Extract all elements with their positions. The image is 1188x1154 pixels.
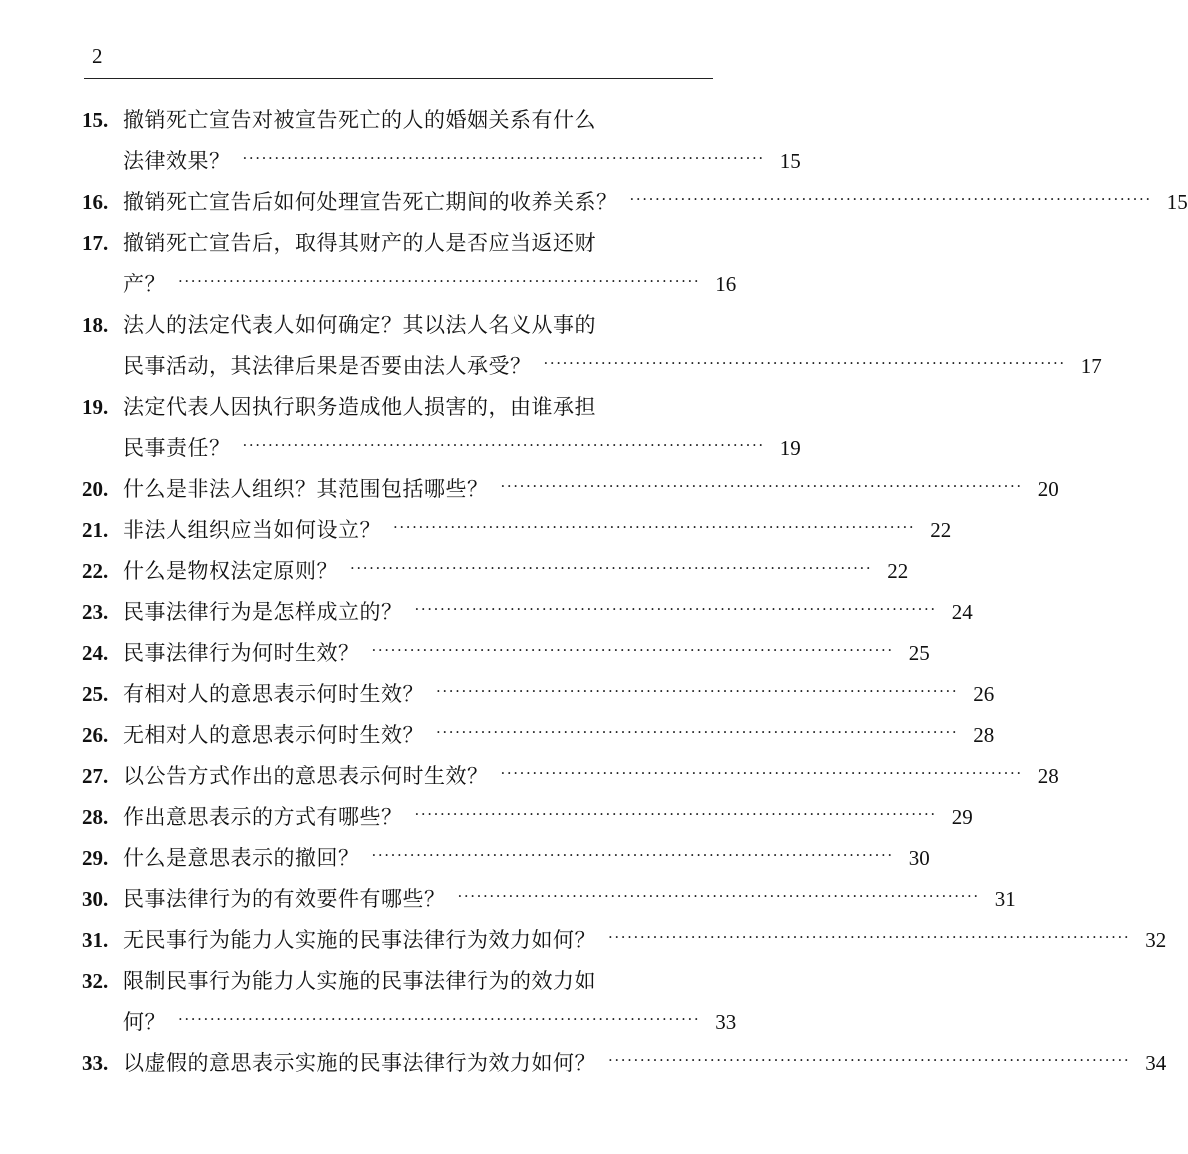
entry-page-number[interactable]: 22 [887,559,909,583]
entry-page-number[interactable]: 26 [973,682,995,706]
toc-entry[interactable] [82,1043,1167,1084]
toc-entry-line [82,797,973,838]
entry-title-continuation[interactable]: 法律效果？ [123,149,231,173]
entry-page-number[interactable]: 24 [951,600,973,624]
entry-number: 32. [82,969,109,993]
entry-number: 21. [82,518,109,542]
toc-entry-line [82,305,714,346]
toc-entry-line [82,510,952,551]
toc-entry[interactable] [82,961,737,1043]
entry-number: 18. [82,313,109,337]
toc-entry[interactable] [82,920,1167,961]
toc-entry-line [82,920,1167,961]
entry-title-continuation[interactable]: 产？ [123,272,166,296]
toc-entry[interactable] [82,305,1102,387]
toc-entry-continuation-line [82,141,801,182]
entry-title[interactable]: 民事法律行为何时生效？ [123,641,360,665]
entry-page-number[interactable]: 20 [1037,477,1059,501]
entry-number: 20. [82,477,109,501]
entry-title[interactable]: 民事法律行为是怎样成立的？ [123,600,403,624]
toc-entry-continuation-line [82,1002,737,1043]
dot-leader: ·················································································· [457,887,980,905]
entry-number: 16. [82,190,109,214]
dot-leader: ·················································································· [436,682,959,700]
toc-entry-continuation-line [82,428,801,469]
entry-title-continuation[interactable]: 民事责任？ [123,436,231,460]
toc-entry-continuation-line [82,264,737,305]
entry-title[interactable]: 限制民事行为能力人实施的民事法律行为的效力如 [123,969,596,993]
dot-leader: ·················································································· [500,764,1023,782]
toc-entry-line [82,592,973,633]
toc-entry-line [82,182,1188,223]
dot-leader: ·················································································· [414,600,937,618]
entry-title[interactable]: 民事法律行为的有效要件有哪些？ [123,887,446,911]
toc-entry-line [82,633,930,674]
dot-leader: ·················································································· [350,559,873,577]
toc-entry[interactable] [82,797,973,838]
toc-entry[interactable] [82,633,930,674]
entry-page-number[interactable]: 30 [908,846,930,870]
entry-number: 28. [82,805,109,829]
dot-leader: ·················································································· [242,436,765,454]
dot-leader: ·················································································· [608,928,1131,946]
toc-entry[interactable] [82,715,995,756]
entry-page-number[interactable]: 28 [973,723,995,747]
dot-leader: ·················································································· [393,518,916,536]
toc-entry-continuation-line [82,346,1102,387]
toc-entry[interactable] [82,469,1059,510]
entry-number: 26. [82,723,109,747]
entry-number: 19. [82,395,109,419]
entry-title[interactable]: 非法人组织应当如何设立？ [123,518,381,542]
toc-entry-line [82,551,909,592]
entry-number: 31. [82,928,109,952]
entry-number: 27. [82,764,109,788]
toc-entry[interactable] [82,674,995,715]
entry-number: 33. [82,1051,109,1075]
entry-page-number[interactable]: 17 [1080,354,1102,378]
toc-entry[interactable] [82,510,952,551]
toc-entry-line [82,879,1016,920]
entry-page-number[interactable]: 16 [715,272,737,296]
entry-page-number[interactable]: 28 [1037,764,1059,788]
entry-page-number[interactable]: 19 [779,436,801,460]
entry-number: 23. [82,600,109,624]
toc-entry-line [82,961,714,1002]
entry-number: 22. [82,559,109,583]
entry-title[interactable]: 什么是意思表示的撤回？ [123,846,360,870]
toc-entry-line [82,1043,1167,1084]
entry-title[interactable]: 法人的法定代表人如何确定？其以法人名义从事的 [123,313,596,337]
entry-page-number[interactable]: 15 [1166,190,1188,214]
entry-title[interactable]: 有相对人的意思表示何时生效？ [123,682,424,706]
toc-entry[interactable] [82,756,1059,797]
page-number: 2 [92,44,103,68]
dot-leader: ·················································································· [371,846,894,864]
toc-entry[interactable] [82,592,973,633]
entry-title[interactable]: 撤销死亡宣告后如何处理宣告死亡期间的收养关系？ [123,190,618,214]
toc-entry[interactable] [82,100,801,182]
entry-number: 24. [82,641,109,665]
entry-title[interactable]: 以公告方式作出的意思表示何时生效？ [123,764,489,788]
toc-entry-line [82,756,1059,797]
toc-entry[interactable] [82,879,1016,920]
toc-entry-line [82,674,995,715]
toc-entry[interactable] [82,223,737,305]
entry-title[interactable]: 作出意思表示的方式有哪些？ [123,805,403,829]
entry-title[interactable]: 撤销死亡宣告对被宣告死亡的人的婚姻关系有什么 [123,108,596,132]
entry-page-number[interactable]: 34 [1145,1051,1167,1075]
toc-entry-line [82,387,714,428]
entry-number: 17. [82,231,109,255]
dot-leader: ·················································································· [414,805,937,823]
dot-leader: ·················································································· [436,723,959,741]
entry-page-number[interactable]: 33 [715,1010,737,1034]
dot-leader: ·················································································· [371,641,894,659]
entry-page-number[interactable]: 29 [951,805,973,829]
dot-leader: ·················································································· [178,272,701,290]
entry-title[interactable]: 无民事行为能力人实施的民事法律行为效力如何？ [123,928,596,952]
toc-entry[interactable] [82,387,801,469]
dot-leader: ·················································································· [242,149,765,167]
entry-title[interactable]: 法定代表人因执行职务造成他人损害的，由谁承担 [123,395,596,419]
toc-entry[interactable] [82,838,930,879]
toc-entry-line [82,100,714,141]
dot-leader: ·················································································· [608,1051,1131,1069]
entry-title[interactable]: 无相对人的意思表示何时生效？ [123,723,424,747]
entry-number: 15. [82,108,109,132]
toc-entry[interactable] [82,551,909,592]
entry-title[interactable]: 什么是物权法定原则？ [123,559,338,583]
table-of-contents [82,100,1188,1084]
entry-title[interactable]: 什么是非法人组织？其范围包括哪些？ [123,477,489,501]
entry-page-number[interactable]: 15 [779,149,801,173]
dot-leader: ·················································································· [500,477,1023,495]
dot-leader: ·················································································· [543,354,1066,372]
entry-number: 30. [82,887,109,911]
toc-entry-line [82,469,1059,510]
entry-page-number[interactable]: 25 [908,641,930,665]
entry-title-continuation[interactable]: 民事活动，其法律后果是否要由法人承受？ [123,354,532,378]
toc-entry-line [82,838,930,879]
toc-entry-line [82,223,714,264]
entry-title-continuation[interactable]: 何？ [123,1010,166,1034]
entry-page-number[interactable]: 22 [930,518,952,542]
entry-number: 29. [82,846,109,870]
entry-title[interactable]: 以虚假的意思表示实施的民事法律行为效力如何？ [123,1051,596,1075]
dot-leader: ·················································································· [629,190,1152,208]
entry-title[interactable]: 撤销死亡宣告后，取得其财产的人是否应当返还财 [123,231,596,255]
entry-page-number[interactable]: 32 [1145,928,1167,952]
toc-entry-line [82,715,995,756]
header-rule [84,78,713,79]
toc-entry[interactable] [82,182,1188,223]
dot-leader: ·················································································· [178,1010,701,1028]
entry-number: 25. [82,682,109,706]
entry-page-number[interactable]: 31 [994,887,1016,911]
